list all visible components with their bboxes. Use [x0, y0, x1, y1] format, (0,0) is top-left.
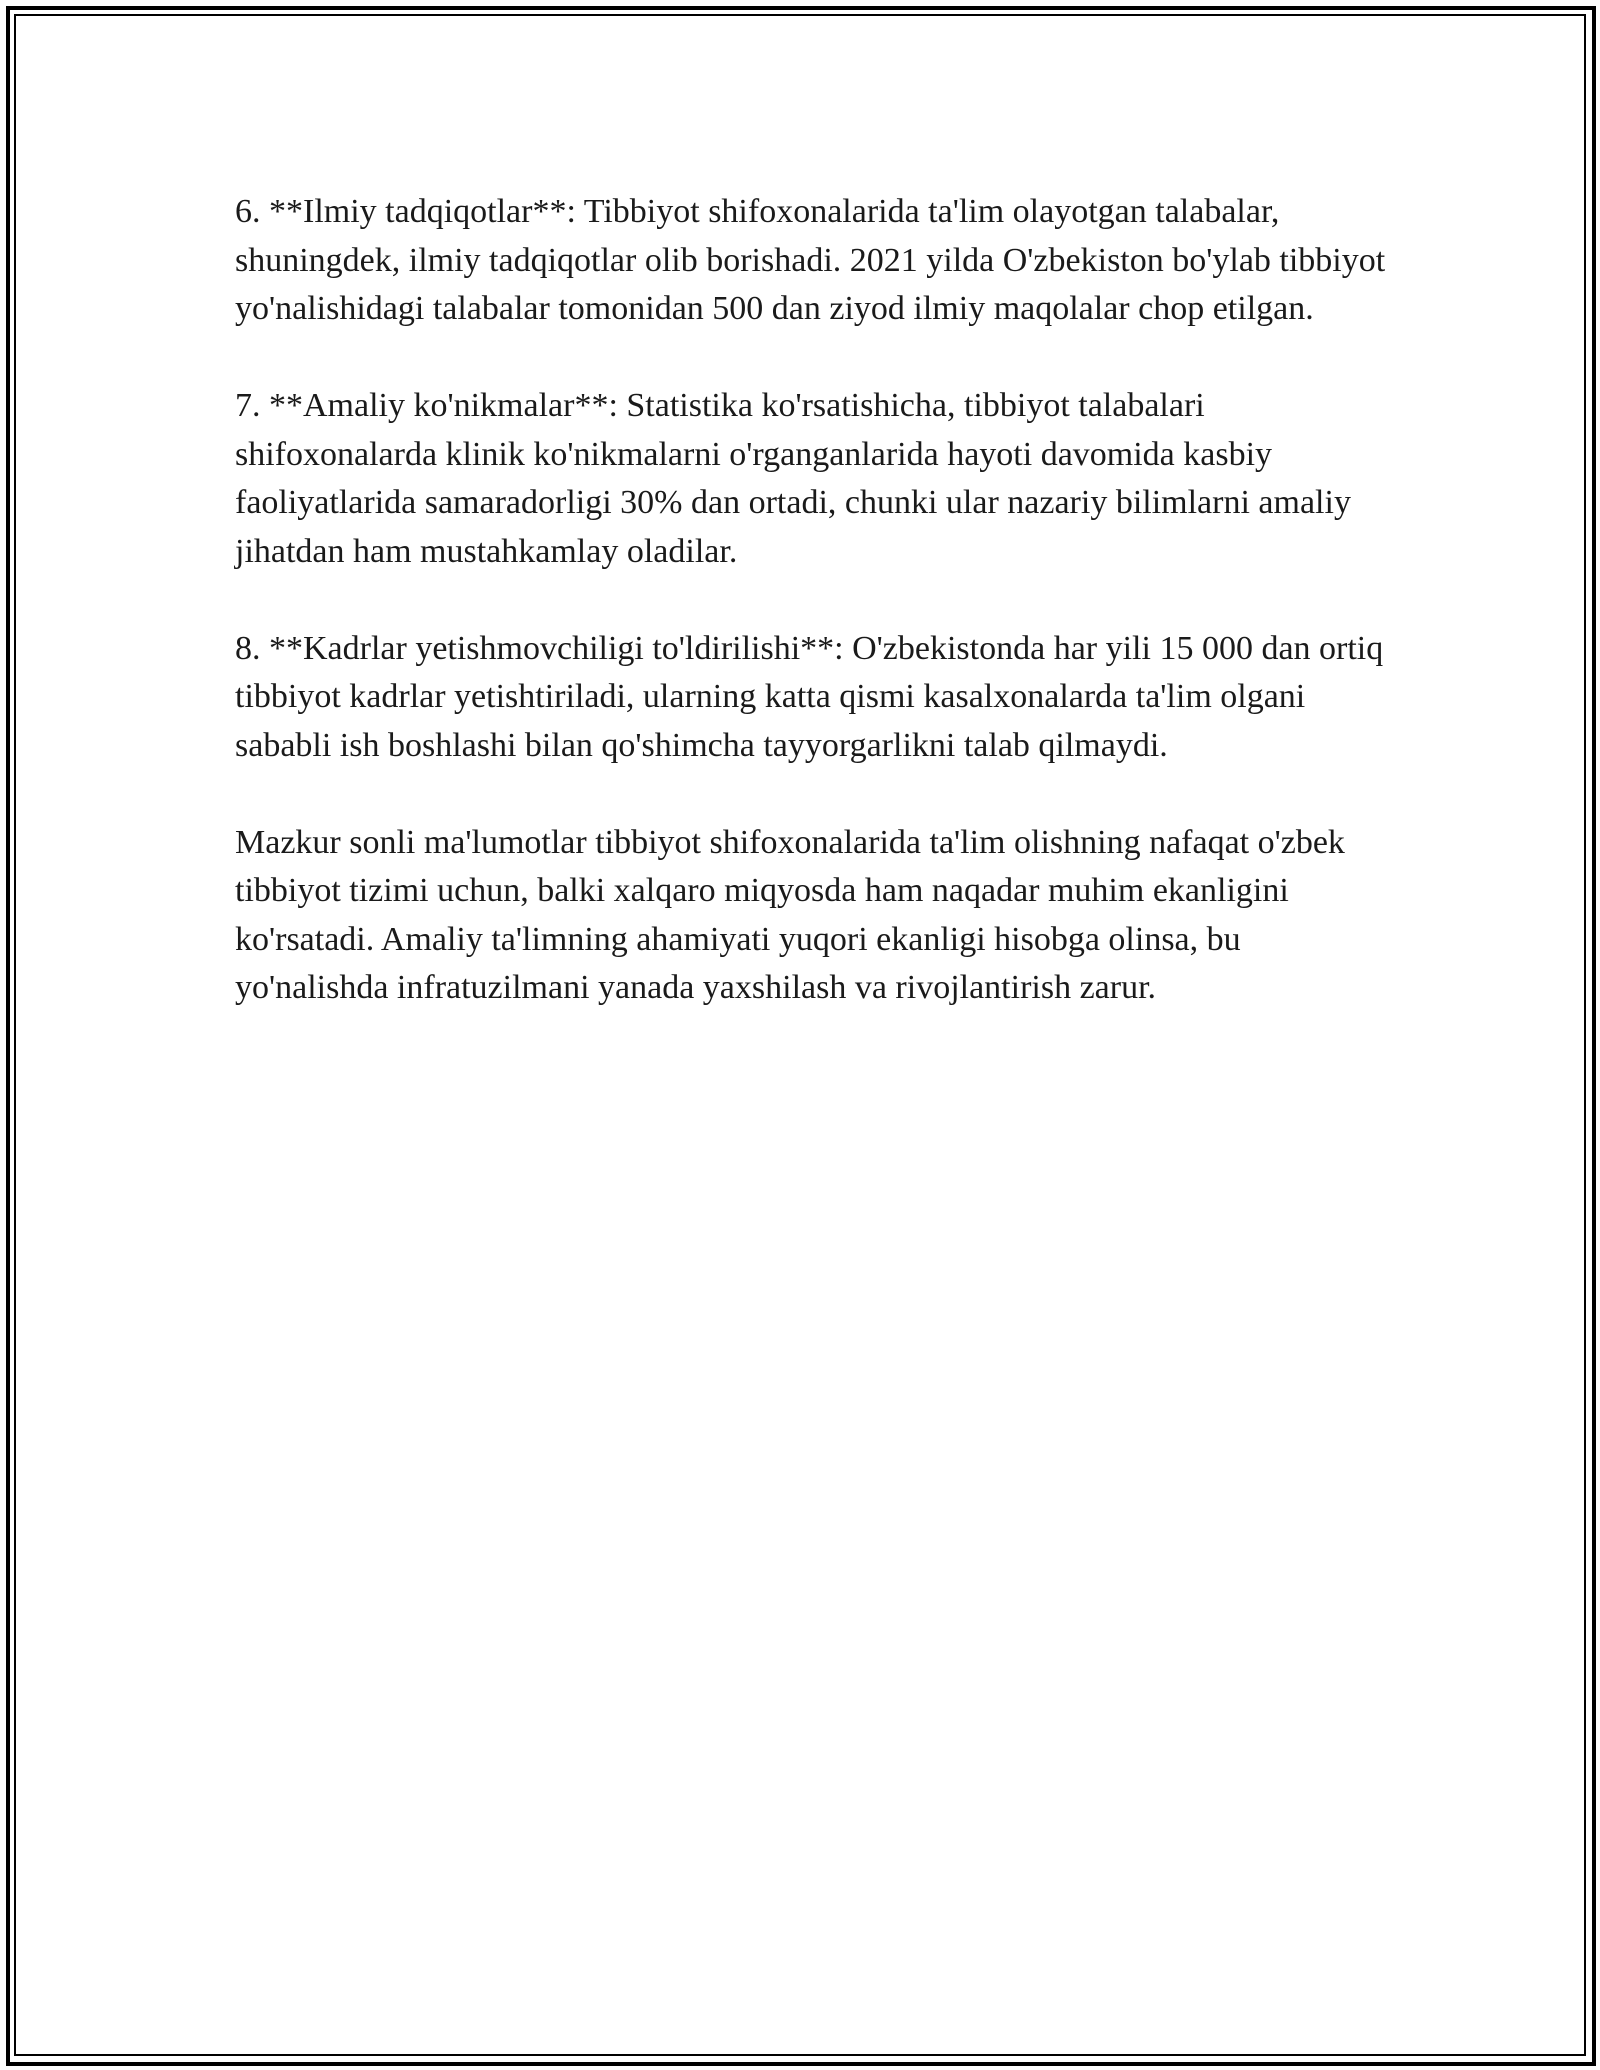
paragraph-conclusion: Mazkur sonli ma'lumotlar tibbiyot shifoxonalarida ta'lim olishning nafaqat o'zbek tibbiyot tizimi uchun, balki xalqaro miqyosda ham naqadar muhim ekanligini ko'rsatadi. Amaliy ta'limning ahamiyati yuqori ekanligi hisobga olinsa, bu yo'nalishda infratuzilmani yanada yaxshilash va rivojlantirish zarur. [235, 823, 1345, 1006]
paragraph-research: 6. **Ilmiy tadqiqotlar**: Tibbiyot shifoxonalarida ta'lim olayotgan talabalar, shuningdek, ilmiy tadqiqotlar olib borishadi. 2021 yilda O'zbekiston bo'ylab tibbiyot yo'nalishidagi talabalar tomonidan 500 dan ziyod ilmiy maqolalar chop etilgan. [235, 193, 1386, 327]
paragraph-staff-shortage: 8. **Kadrlar yetishmovchiligi to'ldirilishi**: O'zbekistonda har yili 15 000 dan ortiq tibbiyot kadrlar yetishtiriladi, ularning katta qismi kasalxonalarda ta'lim olgani sababli ish boshlashi bilan qo'shimcha tayyorgarlikni talab qilmaydi. [235, 629, 1384, 764]
paragraph-practical-skills: 7. **Amaliy ko'nikmalar**: Statistika ko'rsatishicha, tibbiyot talabalari shifoxonalarda klinik ko'nikmalarni o'rganganlarida hayoti davomida kasbiy faoliyatlarida samaradorligi 30% dan ortadi, chunki ular nazariy bilimlarni amaliy jihatdan ham mustahkamlay oladilar. [235, 387, 1351, 570]
document-body [235, 188, 1395, 1061]
